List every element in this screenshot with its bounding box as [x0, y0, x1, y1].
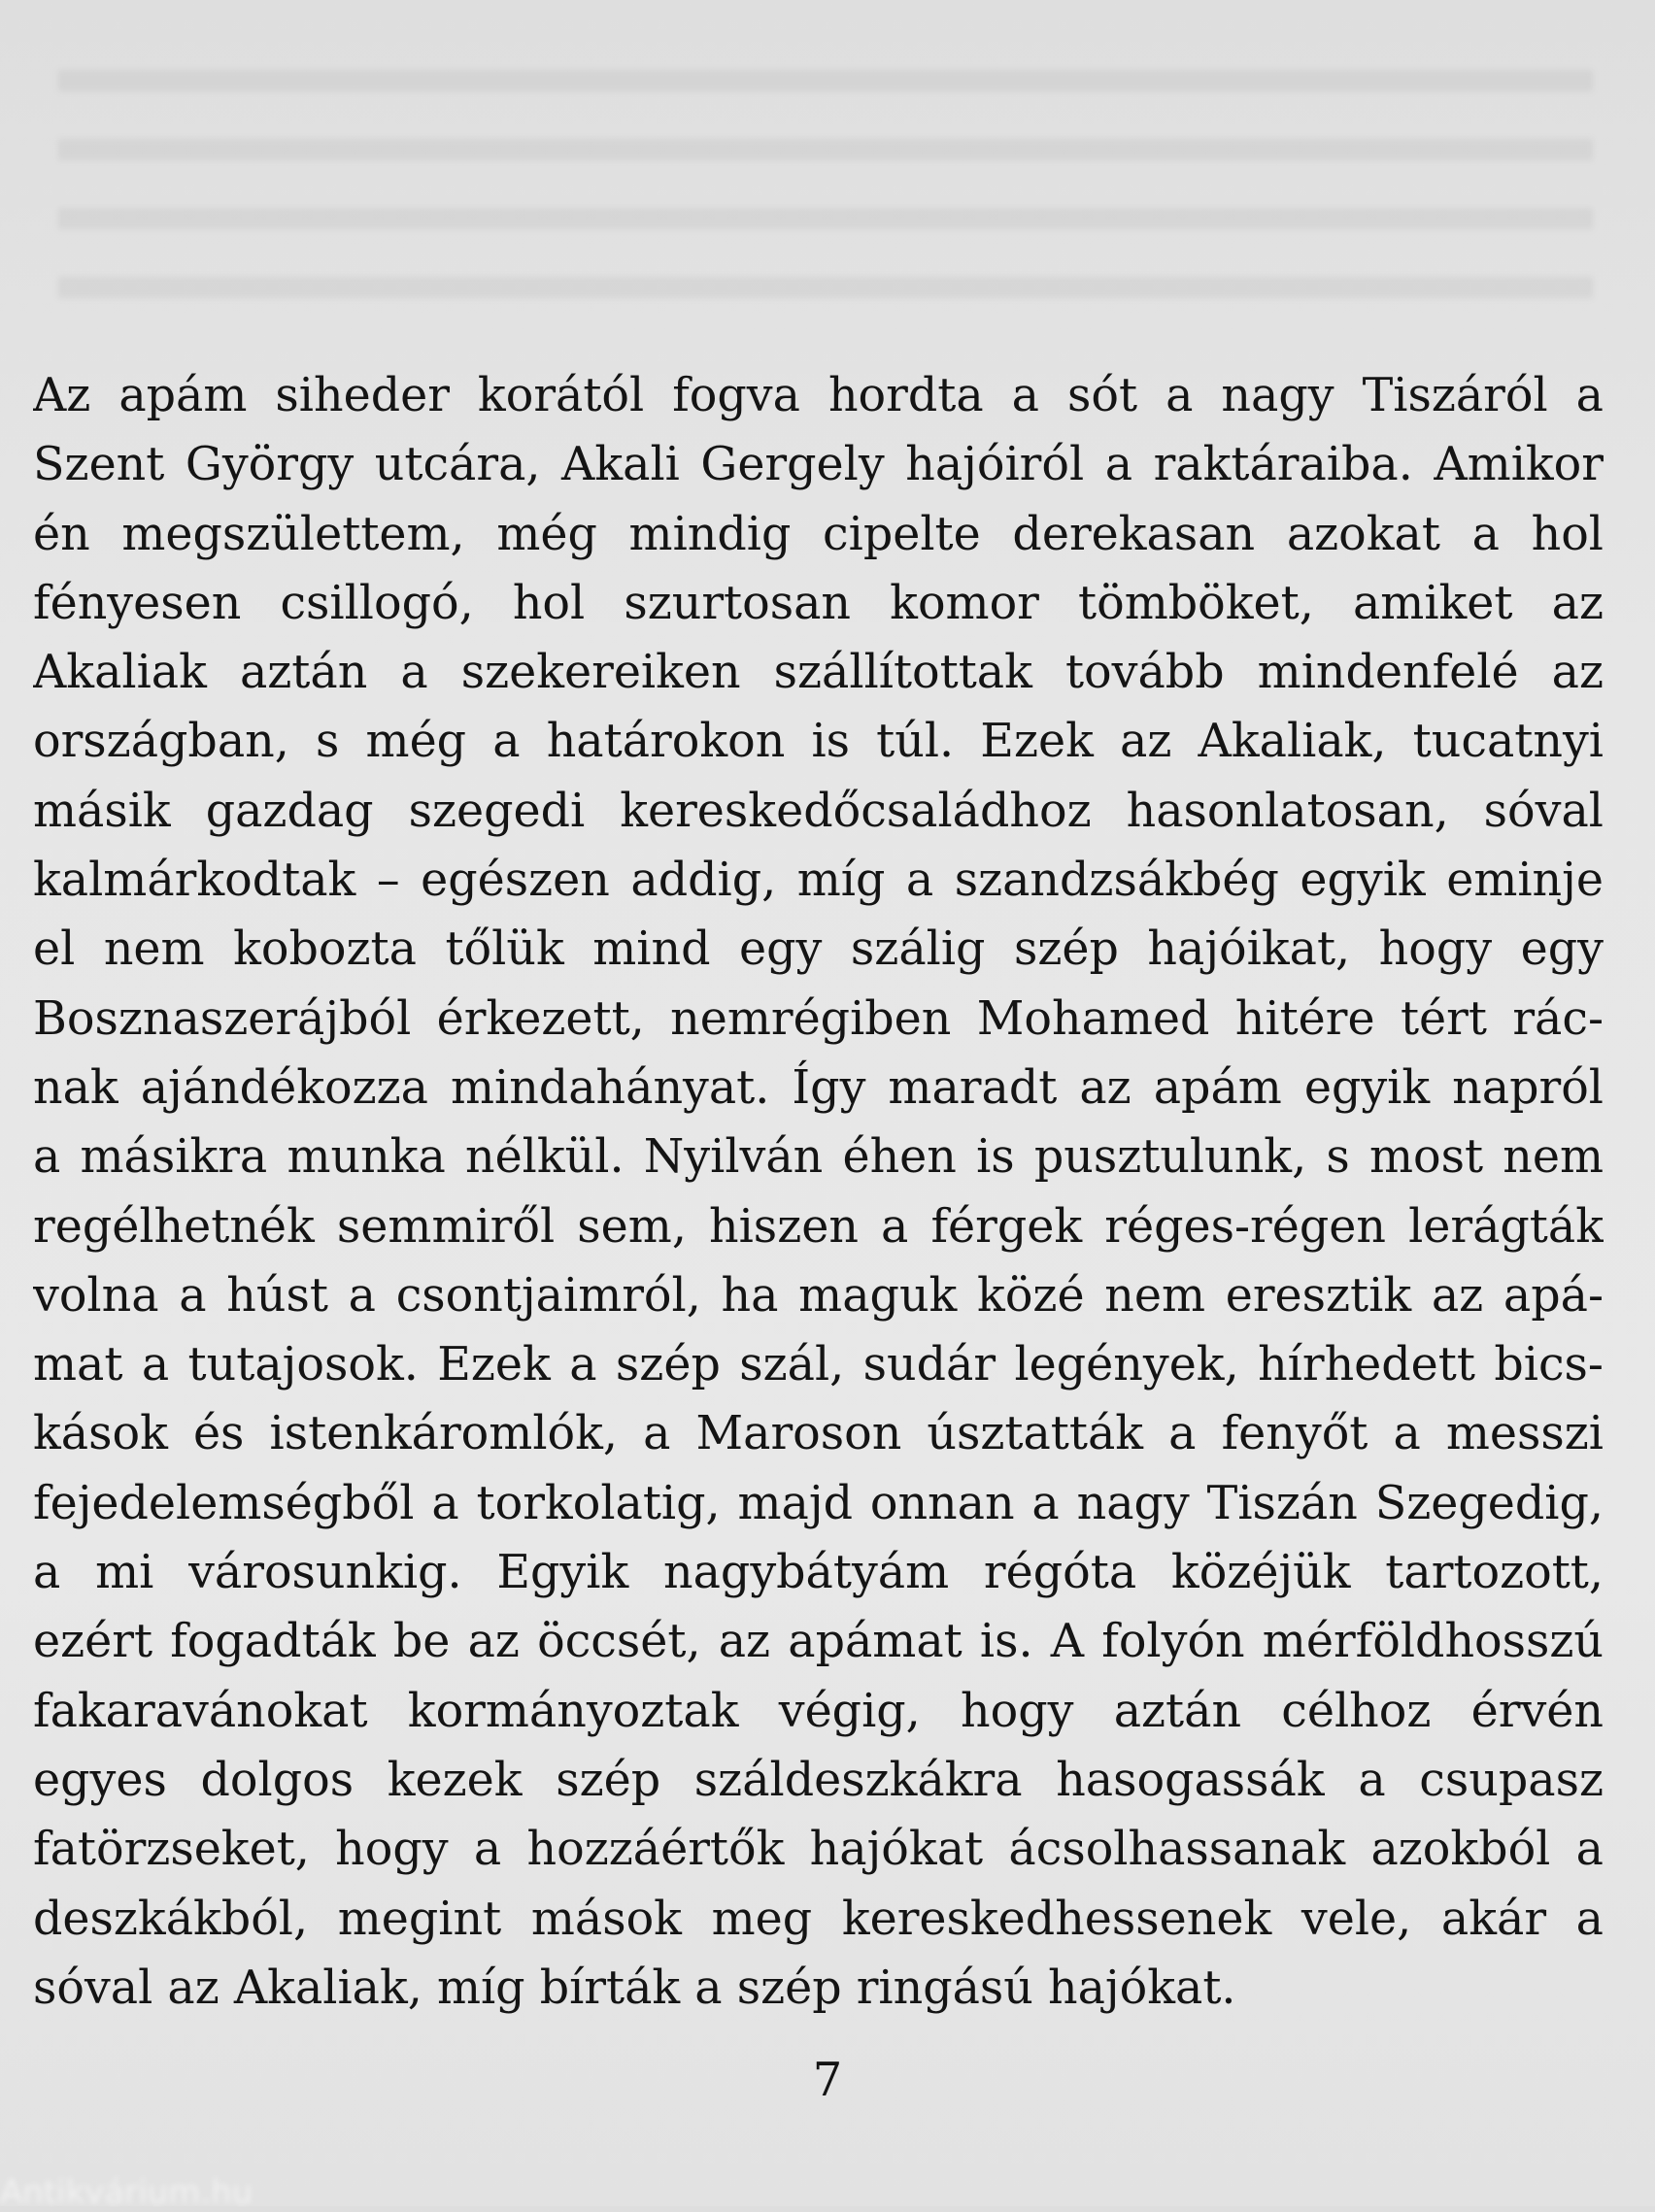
text-line: volna a húst a csontjaimról, ha maguk közé nem eresztik az apá- — [33, 1268, 1604, 1323]
bleed-through-texture — [58, 39, 1593, 330]
text-line: regélhetnék semmiről sem, hiszen a férgek réges-régen lerágták — [33, 1199, 1604, 1254]
text-line: Szent György utcára, Akali Gergely hajóiról a raktáraiba. Amikor — [33, 438, 1604, 492]
text-line: mat a tutajosok. Ezek a szép szál, sudár legények, hírhedett bics- — [33, 1338, 1604, 1392]
text-line: kalmárkodtak – egészen addig, míg a szandzsákbég egyik eminje — [33, 854, 1604, 908]
text-line: ezért fogadták be az öccsét, az apámat is. A folyón mérföldhosszú — [33, 1615, 1604, 1669]
text-line: kások és istenkáromlók, a Maroson úsztatták a fenyőt a messzi — [33, 1407, 1604, 1461]
text-line: országban, s még a határokon is túl. Ezek az Akaliak, tucatnyi — [33, 715, 1604, 769]
text-line: a mi városunkig. Egyik nagybátyám régóta közéjük tartozott, — [33, 1546, 1604, 1600]
text-line: egyes dolgos kezek szép száldeszkákra hasogassák a csupasz — [33, 1753, 1604, 1807]
watermark: Antikvárium.hu — [0, 2173, 253, 2212]
body-text — [33, 361, 1604, 2023]
page-number: 7 — [812, 2053, 843, 2107]
text-line: fényesen csillogó, hol szurtosan komor tömböket, amiket az — [33, 576, 1604, 630]
text-line: el nem kobozta tőlük mind egy szálig szép hajóikat, hogy egy — [33, 922, 1604, 977]
text-line: fakaravánokat kormányoztak végig, hogy aztán célhoz érvén — [33, 1684, 1604, 1738]
text-line: nak ajándékozza mindahányat. Így maradt az apám egyik napról — [33, 1060, 1604, 1115]
text-line: a másikra munka nélkül. Nyilván éhen is pusztulunk, s most nem — [33, 1130, 1604, 1185]
text-line: sóval az Akaliak, míg bírták a szép ringású hajókat. — [33, 1961, 1236, 2015]
text-line: deszkákból, megint mások meg kereskedhessenek vele, akár a — [33, 1892, 1604, 1946]
text-line: Bosznaszerájból érkezett, nemrégiben Mohamed hitére tért rác- — [33, 991, 1604, 1046]
text-line: fejedelemségből a torkolatig, majd onnan a nagy Tiszán Szegedig, — [33, 1476, 1604, 1530]
text-line: Akaliak aztán a szekereiken szállítottak tovább mindenfelé az — [33, 646, 1604, 700]
text-line: fatörzseket, hogy a hozzáértők hajókat ácsolhassanak azokból a — [33, 1823, 1604, 1877]
text-line: Az apám siheder korától fogva hordta a sót a nagy Tiszáról a — [33, 369, 1604, 422]
text-line: másik gazdag szegedi kereskedőcsaládhoz hasonlatosan, sóval — [33, 784, 1604, 838]
text-line: én megszülettem, még mindig cipelte derekasan azokat a hol — [33, 507, 1604, 561]
